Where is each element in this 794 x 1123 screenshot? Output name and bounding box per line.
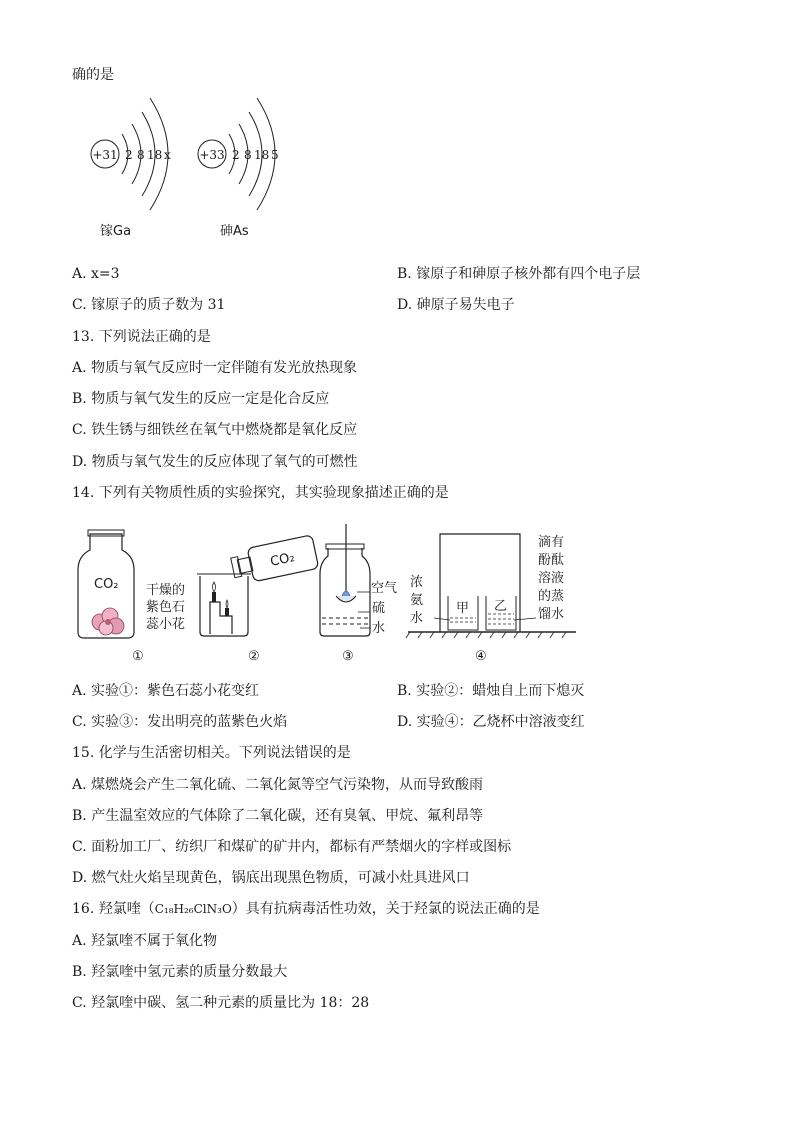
q12-intro: 确的是 — [72, 67, 114, 83]
q16-stem-suffix: ）具有抗病毒活性功效，关于羟氯的说法正确的是 — [231, 901, 540, 917]
q16-stem-prefix: 16. 羟氯喹（ — [72, 901, 155, 917]
q13-option-a: A. 物质与氧气反应时一定伴随有发光放热现象 — [72, 360, 358, 376]
q16-option-a: A. 羟氯喹不属于氧化物 — [72, 933, 218, 949]
as-shell-2: 8 — [244, 148, 252, 162]
ga-shell-2: 8 — [137, 148, 145, 162]
q14-option-b: B. 实验②：蜡烛自上而下熄灭 — [397, 683, 585, 699]
ga-label: 镓Ga — [100, 224, 132, 239]
exp4-right-label-4: 的蒸 — [538, 589, 565, 604]
exp4-left-label-2: 氨 — [410, 593, 424, 608]
experiment-2 — [197, 535, 319, 664]
exp1-gas-label: CO₂ — [94, 577, 119, 592]
exp4-right-label-2: 酚酞 — [538, 553, 565, 568]
ga-nucleus-charge: +31 — [92, 148, 118, 162]
exp4-left-label-1: 浓 — [410, 575, 424, 590]
q15-option-c: C. 面粉加工厂、纺织厂和煤矿的矿井内，都标有严禁烟火的字样或图标 — [72, 839, 512, 855]
ga-atom-diagram — [91, 98, 171, 239]
q15-option-a: A. 煤燃烧会产生二氧化硫、二氧化氮等空气污染物，从而导致酸雨 — [72, 777, 484, 793]
q14-option-c: C. 实验③：发出明亮的蓝紫色火焰 — [72, 714, 288, 730]
ga-shell-4: x — [164, 148, 171, 162]
exp1-label-1: 干燥的 — [146, 583, 186, 598]
as-shell-1: 2 — [232, 148, 240, 162]
exp3-air-label: 空气 — [371, 581, 398, 596]
q15-option-b: B. 产生温室效应的气体除了二氧化碳，还有臭氧、甲烷、氟利昂等 — [72, 808, 484, 824]
candle-stand-icon — [210, 582, 232, 634]
exp4-right-label-3: 溶液 — [538, 571, 565, 586]
exp4-cup-jia: 甲 — [456, 601, 470, 616]
beaker-yi — [486, 596, 516, 630]
experiment-4 — [406, 534, 576, 664]
exp3-sulfur-label: 硫 — [372, 601, 386, 616]
as-nucleus-charge: +33 — [199, 148, 225, 162]
exp4-right-label-1: 滴有 — [538, 535, 565, 550]
exp1-number: ① — [132, 649, 144, 664]
beaker-jia — [448, 596, 478, 630]
q12-option-b: B. 镓原子和砷原子核外都有四个电子层 — [397, 266, 641, 282]
q12-option-a: A. x=3 — [72, 266, 120, 282]
q16-formula: C₁₈H₂₆ClN₃O — [154, 902, 232, 916]
ga-shell-1: 2 — [125, 148, 133, 162]
exp4-number: ④ — [475, 649, 487, 664]
exp1-label-3: 蕊小花 — [146, 617, 186, 632]
q14-option-a: A. 实验①：紫色石蕊小花变红 — [72, 683, 260, 699]
flower-icon — [92, 608, 124, 635]
as-shell-3: 18 — [254, 148, 270, 162]
q13-option-c: C. 铁生锈与细铁丝在氧气中燃烧都是氧化反应 — [72, 422, 358, 438]
blue-flame-icon — [342, 591, 350, 596]
ga-shell-3: 18 — [147, 148, 163, 162]
exp3-water-label: 水 — [372, 621, 386, 636]
q12-option-d: D. 砷原子易失电子 — [397, 297, 515, 313]
experiment-3 — [320, 524, 397, 664]
q16-stem — [72, 900, 540, 918]
exp1-label-2: 紫色石 — [146, 600, 186, 615]
q14-experiment-figure — [70, 520, 590, 670]
q13-option-b: B. 物质与氧气发生的反应一定是化合反应 — [72, 391, 330, 407]
exp4-left-label-3: 水 — [410, 611, 424, 626]
q15-stem: 15. 化学与生活密切相关。下列说法错误的是 — [72, 745, 351, 761]
q13-stem: 13. 下列说法正确的是 — [72, 329, 211, 345]
exp4-right-label-5: 馏水 — [538, 607, 565, 622]
exp2-gas-label: CO₂ — [268, 550, 297, 570]
q13-option-d: D. 物质与氧气发生的反应体现了氧气的可燃性 — [72, 454, 358, 470]
q12-option-c: C. 镓原子的质子数为 31 — [72, 297, 226, 313]
atom-structure-figure — [80, 90, 320, 240]
exp3-number: ③ — [342, 649, 354, 664]
q16-option-c: C. 羟氯喹中碳、氢二种元素的质量比为 18：28 — [72, 995, 370, 1011]
exp4-cup-yi: 乙 — [494, 599, 508, 614]
as-atom-diagram — [198, 98, 279, 239]
q14-stem: 14. 下列有关物质性质的实验探究，其实验现象描述正确的是 — [72, 485, 449, 501]
co2-gas-bottle — [230, 535, 319, 586]
experiment-1-bottle — [78, 530, 185, 664]
q14-option-d: D. 实验④：乙烧杯中溶液变红 — [397, 714, 585, 730]
q15-option-d: D. 燃气灶火焰呈现黄色，锅底出现黑色物质，可减小灶具进风口 — [72, 870, 470, 886]
as-shell-4: 5 — [271, 148, 279, 162]
exp2-number: ② — [248, 649, 260, 664]
as-label: 砷As — [220, 224, 249, 239]
q16-option-b: B. 羟氯喹中氢元素的质量分数最大 — [72, 964, 288, 980]
